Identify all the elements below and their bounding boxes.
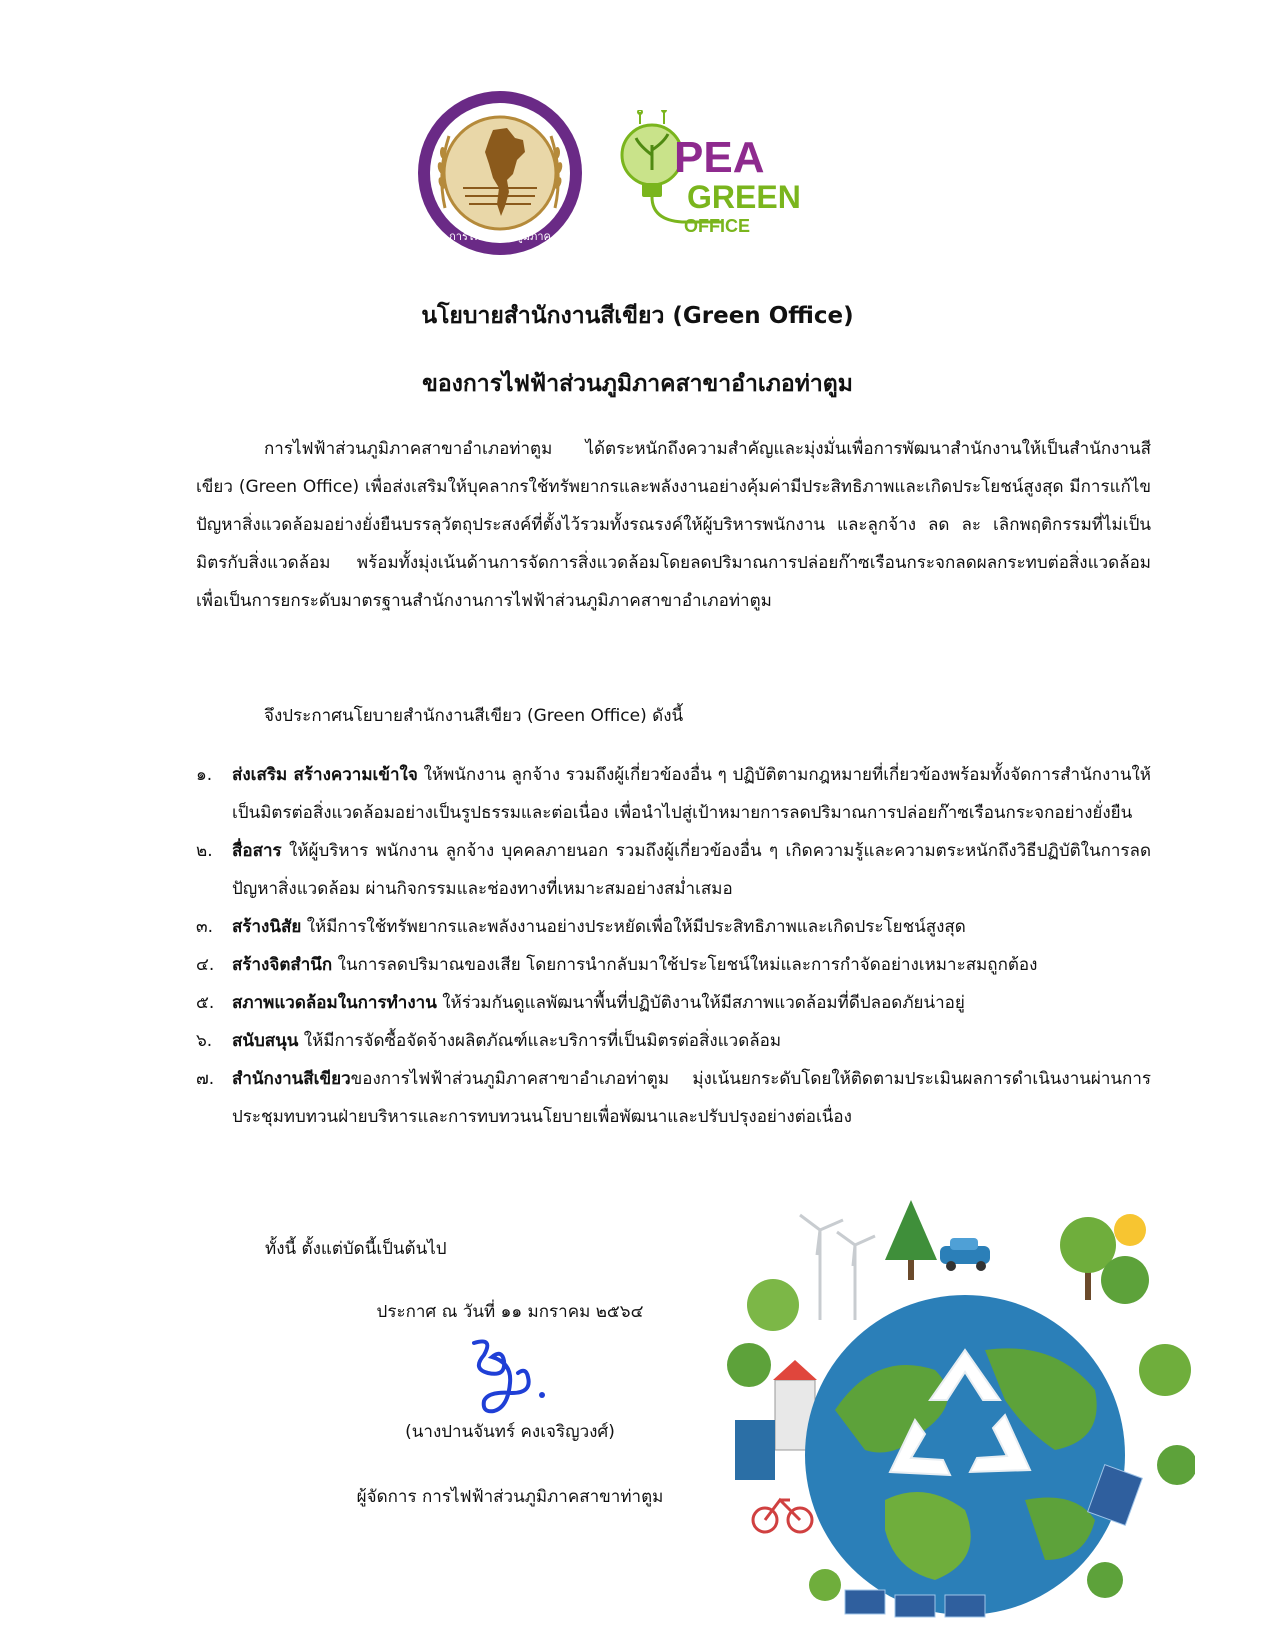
item-text: ให้ร่วมกันดูแลพัฒนาพื้นที่ปฏิบัติงานให้มีสภาพแวดล้อมที่ดีปลอดภัยน่าอยู่	[436, 993, 965, 1013]
logo-row	[0, 88, 1275, 258]
item-heading: สนับสนุน	[232, 1031, 299, 1051]
signer-title: ผู้จัดการ การไฟฟ้าส่วนภูมิภาคสาขาท่าตูม	[356, 1487, 664, 1507]
item-text: ของการไฟฟ้าส่วนภูมิภาคสาขาอำเภอท่าตูม มุ่งเน้นยกระดับโดยให้ติดตามประเมินผลการดำเนินงานผ่านการประชุมทบทวนฝ่ายบริหารและการทบทวนนโยบายเพื่อพัฒนาและปรับปรุงอย่างต่อเนื่อง	[232, 1069, 1151, 1127]
policy-item	[196, 756, 1151, 832]
policy-item	[196, 832, 1151, 908]
item-number: ๓.	[196, 917, 214, 937]
item-heading: สื่อสาร	[232, 841, 282, 861]
pea-seal-logo	[415, 88, 585, 258]
pea-green-office-logo	[612, 110, 842, 250]
policy-item	[196, 984, 1151, 1022]
item-heading: ส่งเสริม สร้างความเข้าใจ	[232, 765, 418, 785]
item-number: ๕.	[196, 993, 215, 1013]
item-text: ให้ผู้บริหาร พนักงาน ลูกจ้าง บุคคลภายนอก รวมถึงผู้เกี่ยวข้องอื่น ๆ เกิดความรู้และความตระหนักถึงวิธีปฏิบัติในการลดปัญหาสิ่งแวดล้อม ผ่านกิจกรรมและช่องทางที่เหมาะสมอย่างสม่ำเสมอ	[232, 841, 1151, 899]
policy-item	[196, 908, 1151, 946]
green-text: GREEN	[687, 179, 801, 215]
item-number: ๔.	[196, 955, 215, 975]
item-text: ให้มีการใช้ทรัพยากรและพลังงานอย่างประหยัดเพื่อให้มีประสิทธิภาพและเกิดประโยชน์สูงสุด	[301, 917, 966, 937]
item-heading: สำนักงานสีเขียว	[232, 1069, 351, 1089]
seal-text: การไฟฟ้าส่วนภูมิภาค	[449, 230, 551, 243]
pea-text: PEA	[674, 133, 765, 182]
policy-item	[196, 946, 1151, 984]
item-heading: สร้างจิตสำนึก	[232, 955, 333, 975]
policy-item	[196, 1060, 1151, 1136]
item-text: ในการลดปริมาณของเสีย โดยการนำกลับมาใช้ประโยชน์ใหม่และการกำจัดอย่างเหมาะสมถูกต้อง	[332, 955, 1038, 975]
item-number: ๑.	[196, 765, 213, 785]
signature-image	[454, 1333, 564, 1415]
page-title: นโยบายสำนักงานสีเขียว (Green Office)	[421, 303, 854, 329]
page-subtitle: ของการไฟฟ้าส่วนภูมิภาคสาขาอำเภอท่าตูม	[422, 371, 853, 397]
announce-date: ประกาศ ณ วันที่ ๑๑ มกราคม ๒๕๖๔	[376, 1302, 644, 1322]
policy-list	[196, 756, 1151, 1136]
office-text: OFFICE	[684, 216, 750, 236]
green-earth-illustration	[725, 1200, 1195, 1620]
item-text: ให้มีการจัดซื้อจัดจ้างผลิตภัณฑ์และบริการที่เป็นมิตรต่อสิ่งแวดล้อม	[298, 1031, 782, 1051]
item-heading: สภาพแวดล้อมในการทำงาน	[232, 993, 437, 1013]
item-number: ๒.	[196, 841, 213, 861]
announce-line: จึงประกาศนโยบายสำนักงานสีเขียว (Green Office) ดังนี้	[264, 706, 684, 726]
item-heading: สร้างนิสัย	[232, 917, 302, 937]
item-text: ให้พนักงาน ลูกจ้าง รวมถึงผู้เกี่ยวข้องอื่น ๆ ปฏิบัติตามกฎหมายที่เกี่ยวข้องพร้อมทั้งจัดการสำนักงานให้เป็นมิตรต่อสิ่งแวดล้อมอย่างเป็นรูปธรรมและต่อเนื่อง เพื่อนำไปสู่เป้าหมายการลดปริมาณการปล่อยก๊าซเรือนกระจกอย่างยั่งยืน	[232, 765, 1151, 823]
item-number: ๖.	[196, 1031, 213, 1051]
policy-item	[196, 1022, 1151, 1060]
intro-paragraph: การไฟฟ้าส่วนภูมิภาคสาขาอำเภอท่าตูม ได้ตระหนักถึงความสำคัญและมุ่งมั่นเพื่อการพัฒนาสำนักงานให้เป็นสำนักงานสีเขียว (Green Office) เพื่อส่งเสริมให้บุคลากรใช้ทรัพยากรและพลังงานอย่างคุ้มค่ามีประสิทธิภาพและเกิดประโยชน์สูงสุด มีการแก้ไขปัญหาสิ่งแวดล้อมอย่างยั่งยืนบรรลุวัตถุประสงค์ที่ตั้งไว้รวมทั้งรณรงค์ให้ผู้บริหารพนักงาน และลูกจ้าง ลด ละ เลิกพฤติกรรมที่ไม่เป็นมิตรกับสิ่งแวดล้อม พร้อมทั้งมุ่งเน้นด้านการจัดการสิ่งแวดล้อมโดยลดปริมาณการปล่อยก๊าซเรือนกระจกลดผลกระทบต่อสิ่งแวดล้อม เพื่อเป็นการยกระดับมาตรฐานสำนักงานการไฟฟ้าส่วนภูมิภาคสาขาอำเภอท่าตูม	[196, 439, 1151, 611]
closing-line: ทั้งนี้ ตั้งแต่บัดนี้เป็นต้นไป	[265, 1239, 447, 1259]
item-number: ๗.	[196, 1069, 215, 1089]
signer-name: (นางปานจันทร์ คงเจริญวงศ์)	[405, 1422, 615, 1442]
